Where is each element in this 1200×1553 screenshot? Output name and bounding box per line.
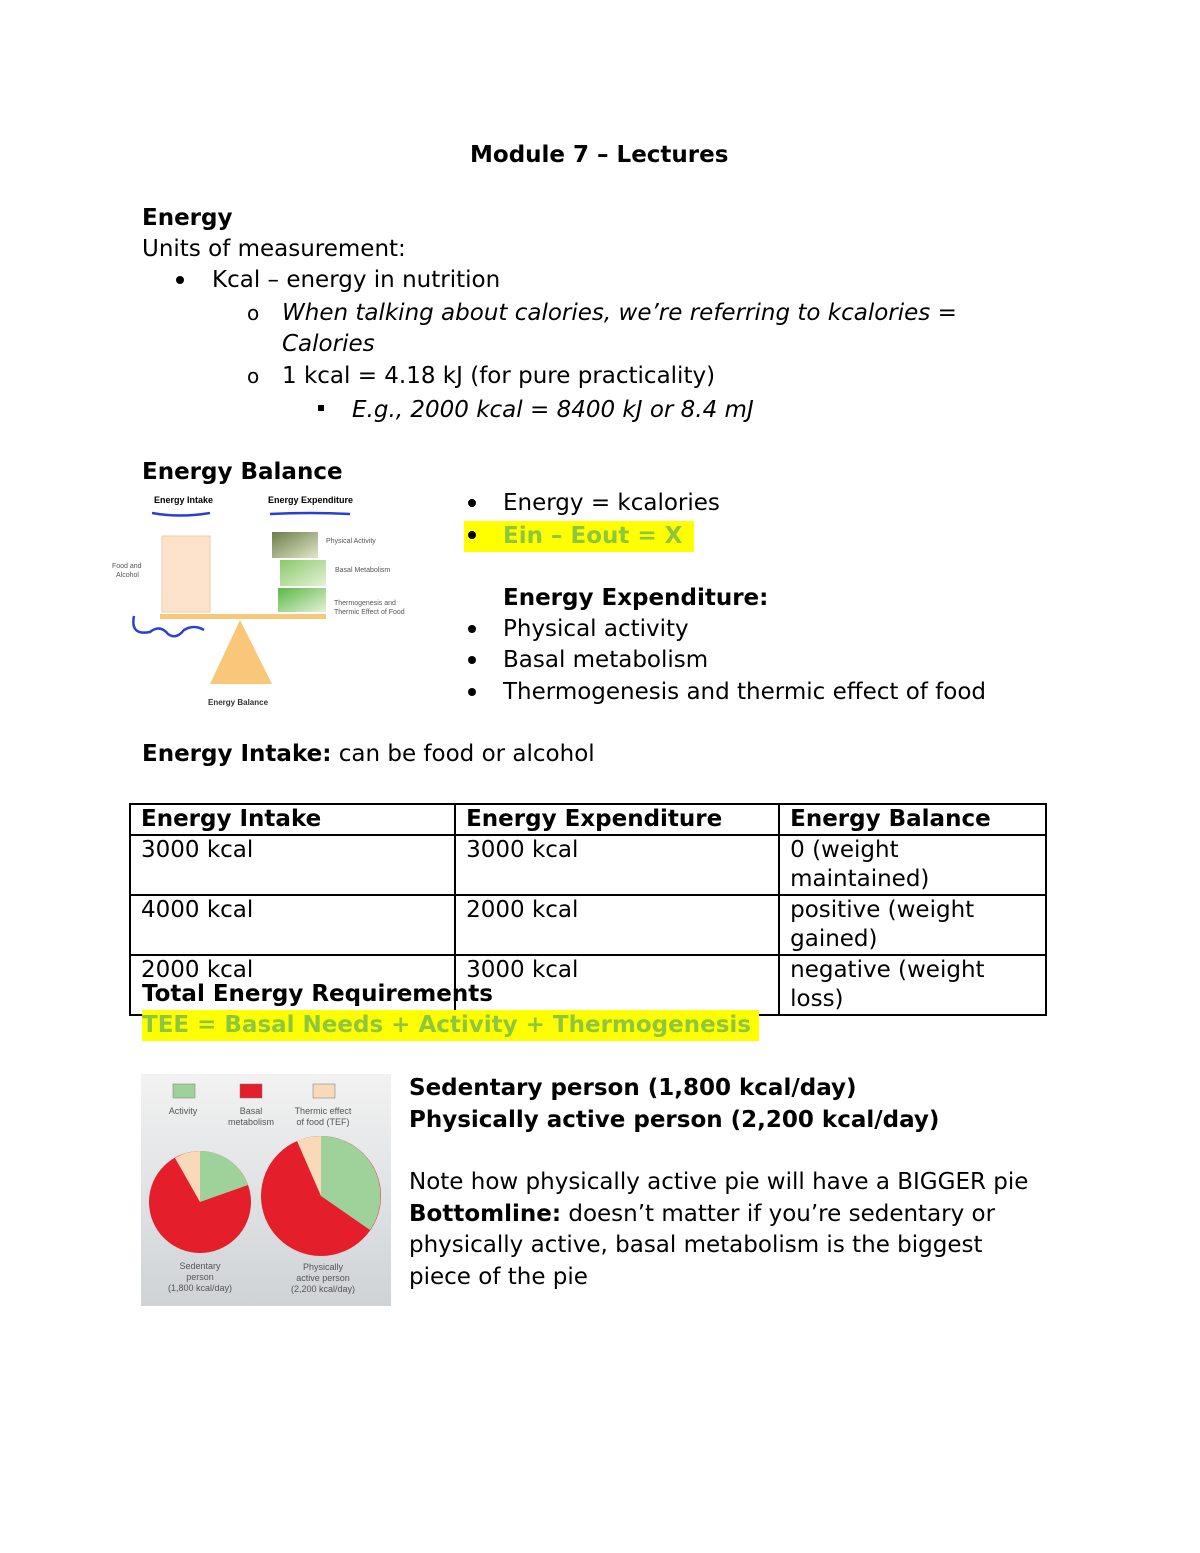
tee-formula: TEE = Basal Needs + Activity + Thermogenesis <box>142 1010 759 1041</box>
table-cell: 0 (weight maintained) <box>779 835 1046 895</box>
circle-bullet-icon: o <box>247 301 260 325</box>
kcal-item: Kcal – energy in nutrition <box>212 267 501 293</box>
basal-metabolism-label: Basal Metabolism <box>335 567 391 574</box>
table-header: Energy Balance <box>779 804 1046 835</box>
expenditure-item: Physical activity <box>503 616 689 642</box>
activity-swatch <box>173 1084 195 1098</box>
table-row <box>130 895 1046 955</box>
underline-stroke <box>270 513 350 514</box>
calories-note-line1: When talking about calories, we’re referring to kcalories = <box>282 300 957 326</box>
intake-block <box>162 536 210 612</box>
table-header-row <box>130 804 1046 835</box>
energy-equation: Ein – Eout = X <box>503 523 683 549</box>
energy-balance-heading: Energy Balance <box>142 459 343 485</box>
energy-balance-diagram <box>110 488 420 713</box>
legend-tef-2: of food (TEF) <box>296 1117 350 1127</box>
balance-beam <box>160 614 326 619</box>
total-energy-heading: Total Energy Requirements <box>142 981 493 1007</box>
table-row <box>130 835 1046 895</box>
expenditure-heading: Energy Expenditure: <box>503 585 769 611</box>
bottomline-label: Bottomline: <box>409 1201 562 1227</box>
legend-tef-1: Thermic effect <box>294 1106 352 1116</box>
fulcrum-triangle <box>210 620 272 684</box>
active-label-2: active person <box>296 1273 350 1283</box>
food-label-2: Alcohol <box>116 572 139 579</box>
sedentary-label-1: Sedentary <box>179 1261 221 1271</box>
table-cell: negative (weight loss) <box>779 955 1046 1015</box>
scribble-stroke <box>133 616 204 636</box>
expenditure-item: Thermogenesis and thermic effect of food <box>503 679 987 705</box>
table-cell: 2000 kcal <box>130 955 455 1015</box>
bottomline-line2: physically active, basal metabolism is the biggest <box>409 1232 983 1258</box>
bottomline-line1 <box>409 1199 995 1230</box>
legend-basal-1: Basal <box>239 1106 263 1116</box>
thermo-label-1: Thermogenesis and <box>334 600 396 607</box>
sedentary-line: Sedentary person (1,800 kcal/day) <box>409 1075 857 1101</box>
expenditure-label: Energy Expenditure <box>268 495 354 505</box>
bottomline-line3: piece of the pie <box>409 1264 588 1290</box>
thermogenesis-block <box>278 588 326 612</box>
basal-metabolism-block <box>280 560 326 586</box>
calories-note-line2: Calories <box>282 331 375 357</box>
bottomline-text: doesn’t matter if you’re sedentary or <box>561 1201 996 1227</box>
table-cell: 3000 kcal <box>130 835 455 895</box>
intake-text: can be food or alcohol <box>331 741 595 767</box>
physical-activity-block <box>272 532 318 558</box>
tee-pie-figure <box>141 1074 391 1306</box>
bullet-icon <box>468 688 476 696</box>
tef-swatch <box>313 1084 335 1098</box>
intake-line <box>142 739 595 770</box>
sedentary-label-3: (1,800 kcal/day) <box>167 1283 233 1293</box>
note-line: Note how physically active pie will have a BIGGER pie <box>409 1169 1029 1195</box>
active-label-3: (2,200 kcal/day) <box>290 1284 356 1294</box>
intake-label: Energy Intake <box>154 495 214 505</box>
bullet-icon <box>468 499 476 507</box>
bullet-icon <box>176 276 184 284</box>
table-cell: 4000 kcal <box>130 895 455 955</box>
thermo-label-2: Thermic Effect of Food <box>334 609 405 616</box>
food-label-1: Food and <box>112 563 142 570</box>
bullet-icon <box>468 656 476 664</box>
expenditure-item: Basal metabolism <box>503 647 709 673</box>
table-cell: positive (weight gained) <box>779 895 1046 955</box>
basal-swatch <box>240 1084 262 1098</box>
active-line: Physically active person (2,200 kcal/day) <box>409 1107 940 1133</box>
physical-activity-label: Physical Activity <box>326 538 376 545</box>
legend-basal-2: metabolism <box>227 1117 275 1127</box>
conversion-example: E.g., 2000 kcal = 8400 kJ or 8.4 mJ <box>352 397 754 423</box>
underline-stroke <box>152 513 210 516</box>
active-label-1: Physically <box>302 1262 344 1272</box>
balance-label: Energy Balance <box>208 698 269 707</box>
legend-activity: Activity <box>168 1106 198 1116</box>
table-cell: 3000 kcal <box>455 835 779 895</box>
bullet-icon <box>468 531 476 539</box>
table-cell: 2000 kcal <box>455 895 779 955</box>
bullet-icon <box>468 625 476 633</box>
square-bullet-icon <box>318 405 324 411</box>
intake-label: Energy Intake: <box>142 741 332 767</box>
energy-heading: Energy <box>142 205 233 231</box>
sedentary-label-2: person <box>186 1272 214 1282</box>
table-header: Energy Intake <box>130 804 455 835</box>
kcal-conversion: 1 kcal = 4.18 kJ (for pure practicality) <box>282 363 716 389</box>
table-cell: 3000 kcal <box>455 955 779 1015</box>
page-title: Module 7 – Lectures <box>470 142 729 168</box>
energy-kcal-item: Energy = kcalories <box>503 490 720 516</box>
circle-bullet-icon: o <box>247 364 260 388</box>
table-header: Energy Expenditure <box>455 804 779 835</box>
units-label: Units of measurement: <box>142 236 406 262</box>
